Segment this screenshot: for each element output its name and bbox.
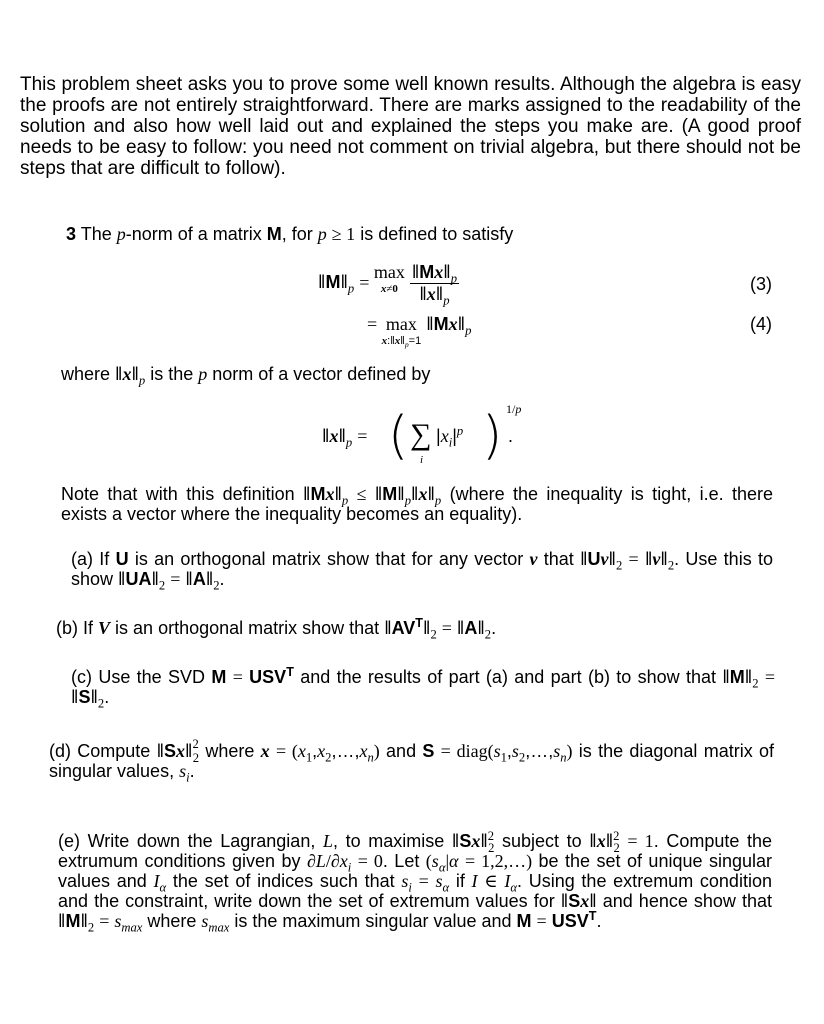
part-b: (b) If V is an orthogonal matrix show that $‖AV^T‖_2$ = $‖A‖_2$.: [56, 616, 497, 642]
part-a-label: (a): [71, 549, 93, 569]
equation-number-3: (3): [750, 274, 772, 294]
problem-3-lead: 3 The p-norm of a matrix M, for p ≥ 1 is defined to satisfy: [66, 224, 514, 244]
part-b-label: (b): [56, 618, 78, 638]
equation-number-4: (4): [750, 314, 772, 334]
part-e: (e) Write down the Lagrangian, L, to maximise ‖Sx‖$^2_2$ subject to ‖x‖$^2_2$ = 1. Compute the extrumum conditions given by $\partial L/\partial x_i = 0$. Let ($s_\alpha|\alpha$ = 1,2,…) be the set of unique singular values and $I_\alpha$ the set of indices such that $s_i = s_\alpha$ if I ∈ $I_\alpha$. Using the extremum condition and the constraint, write down the set of extremum values for ‖Sx‖ and hence show that $‖M‖_2 = s_{max}$ where $s_{max}$ is the maximum singular value and $M = USV^T$.: [58, 829, 773, 935]
part-c: (c) Use the SVD $M = USV^T$ and the results of part (a) and part (b) to show that $‖M‖_2$ = $‖S‖_2$.: [71, 665, 775, 711]
note-paragraph: Note that with this definition $‖Mx‖_p$ ≤ $‖M‖_p‖x‖_p$ (where the inequality is tight, i.e. there exists a vector where the inequality becomes an equality).: [61, 484, 774, 524]
problem-number: 3: [66, 224, 77, 244]
part-c-label: (c): [71, 667, 92, 687]
equation-3: $‖M‖_p$ = max x≠0 $\frac{‖Mx‖_p}{‖x‖_p}$: [318, 262, 458, 308]
where-text: where $‖x‖_p$ is the p norm of a vector defined by: [61, 364, 431, 388]
part-e-label: (e): [58, 831, 80, 851]
intro-paragraph: This problem sheet asks you to prove some well known results. Although the algebra is easy the proofs are not entirely straightforward. There are marks assigned to the readability of the solution and also how well laid out and explained the steps you make are. (A good proof needs to be easy to follow: you need not comment on trivial algebra, but there should not be steps that are difficult to follow).: [20, 74, 801, 179]
part-d-label: (d): [49, 741, 71, 761]
part-a: (a) If U is an orthogonal matrix show that for any vector v that $‖Uv‖_2$ = $‖v‖_2$. Use this to show $‖UA‖_2$ = $‖A‖_2$.: [71, 549, 773, 593]
part-d: (d) Compute ‖Sx‖$^2_2$ where $x = (x_1,x_2,\dots,x_n)$ and $S = diag(s_1,s_2,\dots,s_n)$ is the diagonal matrix of singular values, $s_i$.: [49, 737, 774, 785]
equation-4: = max $x:‖x‖_p=1$ $‖Mx‖_p$: [367, 314, 472, 350]
